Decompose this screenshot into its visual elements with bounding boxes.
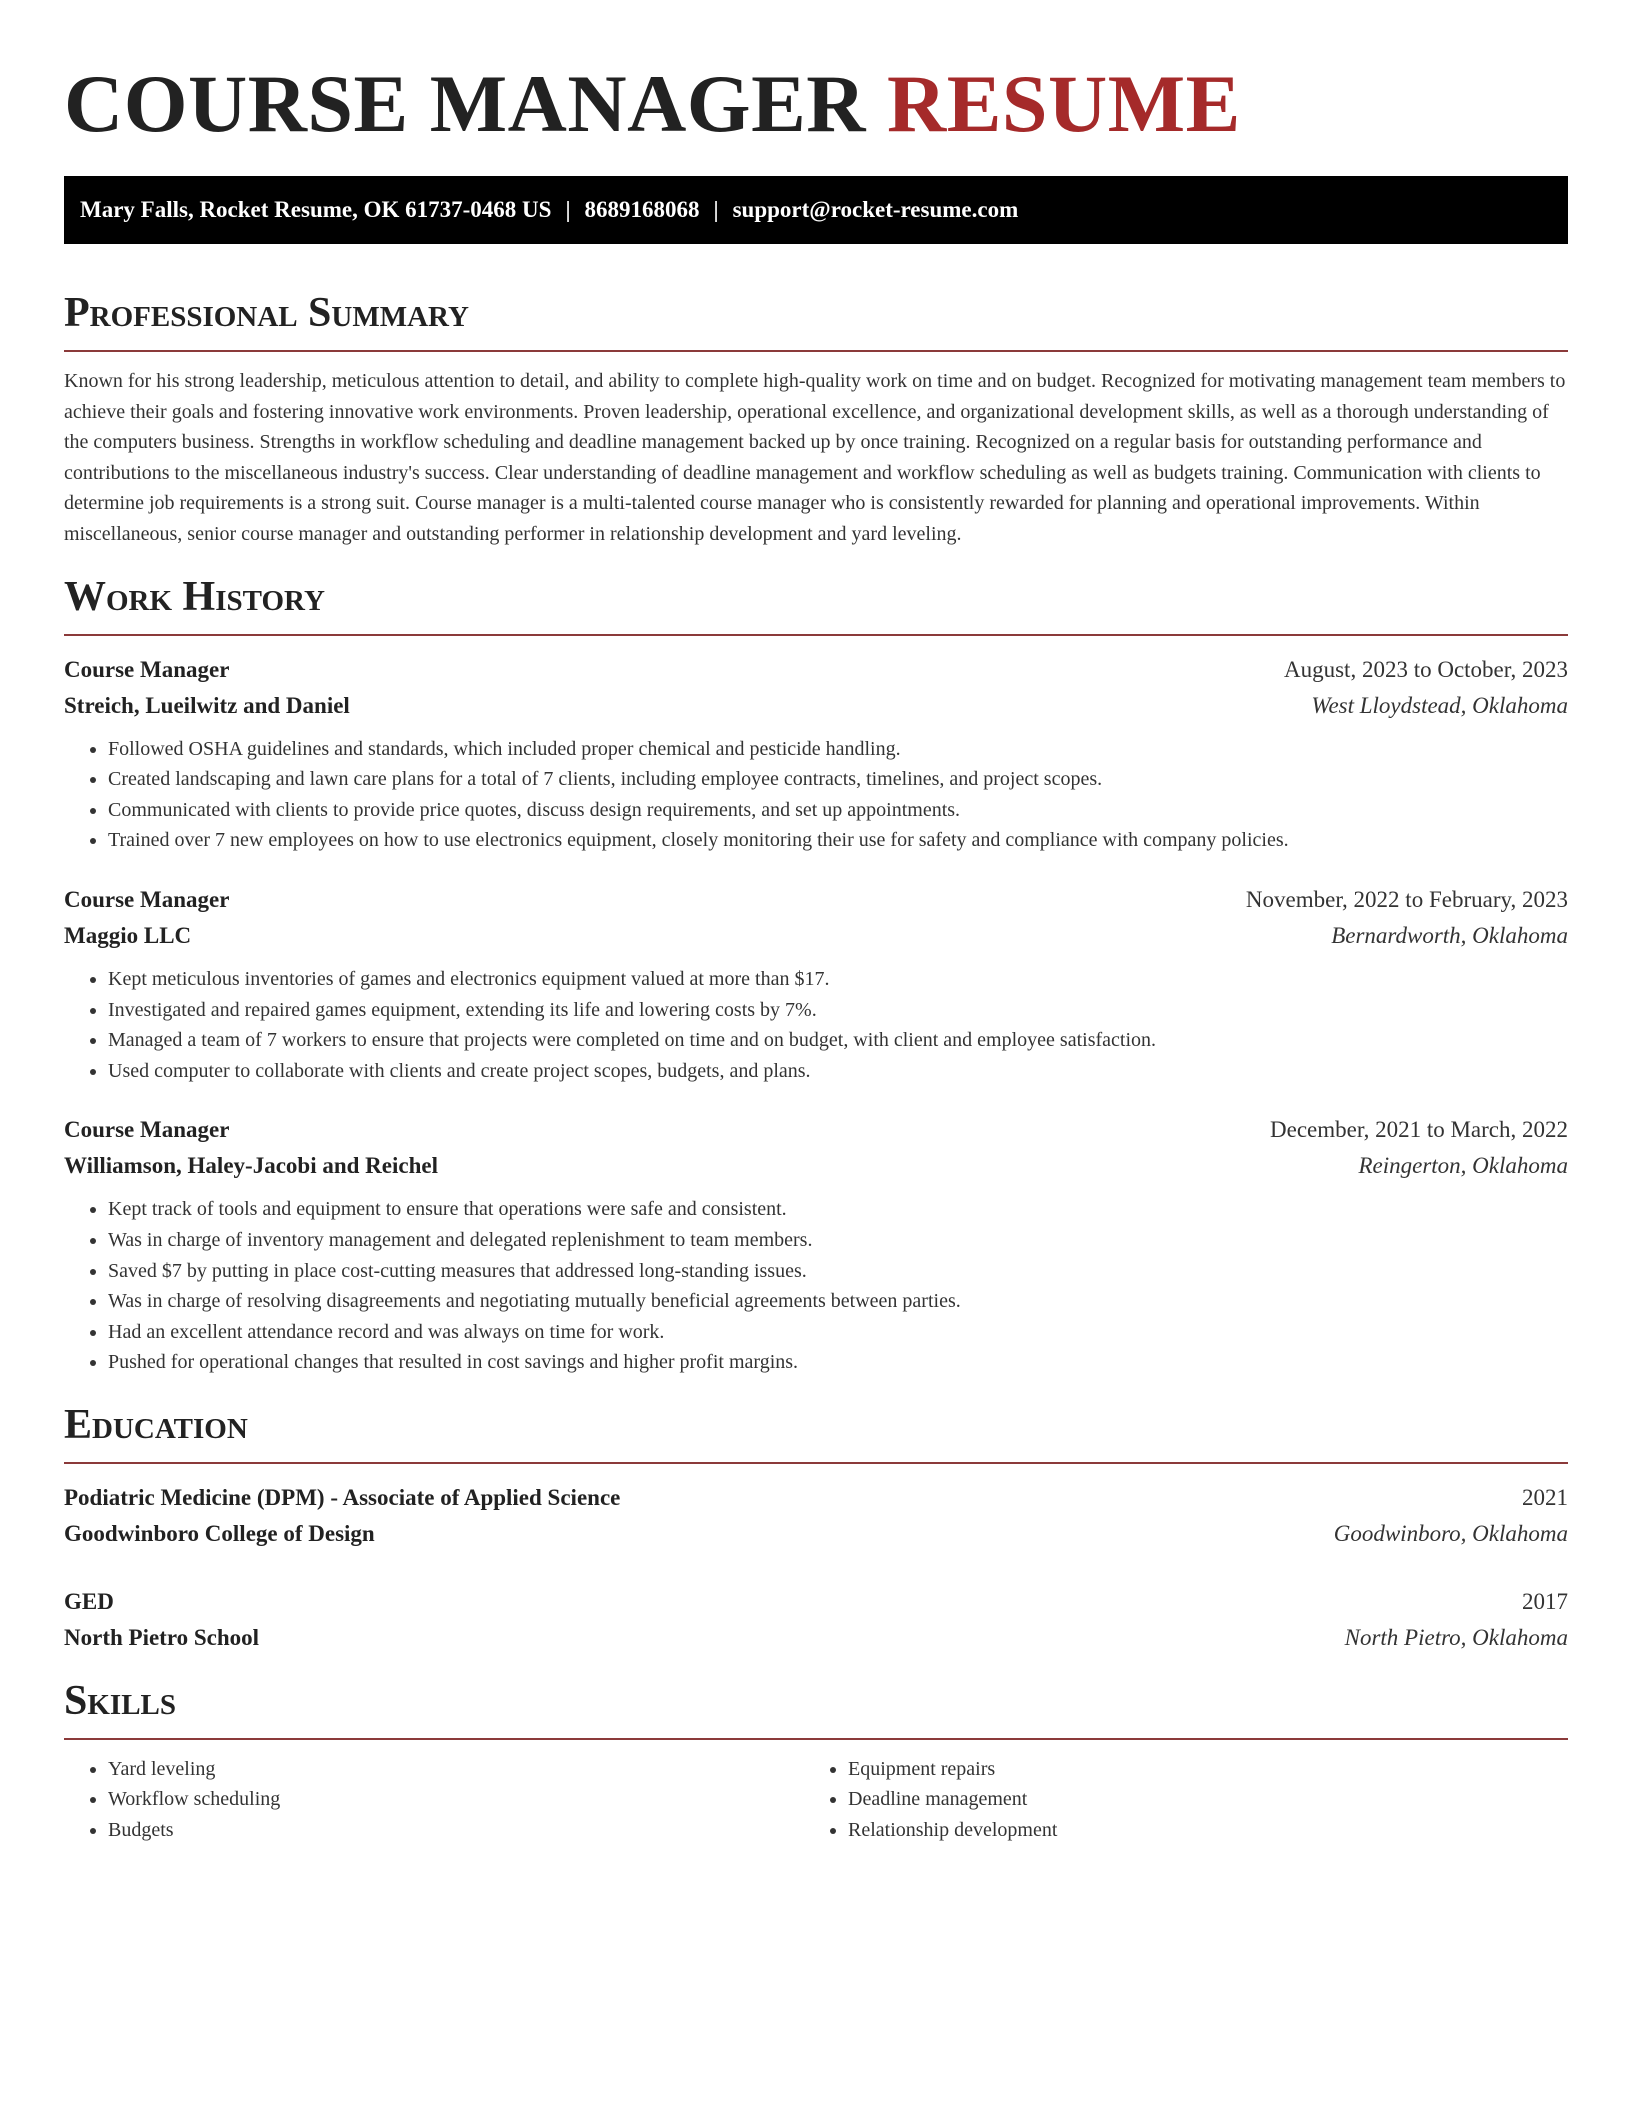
skills-list-right bbox=[804, 1754, 1544, 1846]
section-heading: Education bbox=[64, 1401, 248, 1448]
job-bullet: • Was in charge of resolving disagreements and negotiating mutually beneficial agreements between parties. bbox=[108, 1286, 1568, 1317]
job-bullet: • Investigated and repaired games equipment, extending its life and lowering costs by 7%. bbox=[108, 995, 1568, 1026]
job-bullet: • Was in charge of inventory management and delegated replenishment to team members. bbox=[108, 1225, 1568, 1256]
section-heading: Skills bbox=[64, 1677, 177, 1724]
job-bullet: • Trained over 7 new employees on how to use electronics equipment, closely monitoring their use for safety and compliance with company policies. bbox=[108, 825, 1568, 856]
job-entry bbox=[64, 652, 1568, 856]
job-dates: December, 2021 to March, 2022 bbox=[1270, 1117, 1568, 1143]
education-location: Goodwinboro, Oklahoma bbox=[1333, 1520, 1568, 1546]
job-title: Course Manager bbox=[64, 1117, 230, 1143]
resume-page bbox=[64, 0, 1568, 1846]
work-history-section bbox=[64, 572, 1568, 1378]
section-divider bbox=[64, 1462, 1568, 1464]
job-bullet: • Kept track of tools and equipment to ensure that operations were safe and consistent. bbox=[108, 1194, 1568, 1225]
summary-section bbox=[64, 288, 1568, 550]
title-accent: RESUME bbox=[886, 58, 1241, 149]
job-location: Bernardworth, Oklahoma bbox=[1331, 922, 1568, 948]
job-bullet: • Had an excellent attendance record and was always on time for work. bbox=[108, 1317, 1568, 1348]
education-entry bbox=[64, 1480, 1568, 1552]
contact-email[interactable]: support@rocket-resume.com bbox=[732, 197, 1019, 222]
section-heading: Work History bbox=[64, 573, 325, 620]
education-year: 2017 bbox=[1522, 1588, 1568, 1614]
contact-phone[interactable]: 8689168068 bbox=[584, 197, 700, 222]
job-title: Course Manager bbox=[64, 656, 230, 682]
job-company: Streich, Lueilwitz and Daniel bbox=[64, 692, 350, 718]
job-bullet: • Pushed for operational changes that resulted in cost savings and higher profit margins. bbox=[108, 1347, 1568, 1378]
skills-section bbox=[64, 1676, 1568, 1846]
job-entry bbox=[64, 1112, 1568, 1378]
education-degree: Podiatric Medicine (DPM) - Associate of Applied Science bbox=[64, 1484, 621, 1510]
job-bullet: • Managed a team of 7 workers to ensure that projects were completed on time and on budget, with client and employee satisfaction. bbox=[108, 1025, 1568, 1056]
section-divider bbox=[64, 1738, 1568, 1740]
contact-address: Mary Falls, Rocket Resume, OK 61737-0468 US bbox=[80, 197, 552, 222]
job-dates: August, 2023 to October, 2023 bbox=[1284, 656, 1568, 682]
summary-text: Known for his strong leadership, meticulous attention to detail, and ability to complete high-quality work on time and on budget. Recognized for motivating management team members to achieve their goals and fostering innovative work environments. Proven leadership, operational excellence, and organizational development skills, as well as a thorough understanding of the computers business. Strengths in workflow scheduling and deadline management backed up by once training. Recognized on a regular basis for outstanding performance and contributions to the miscellaneous industry's success. Clear understanding of deadline management and workflow scheduling as well as budgets training. Communication with clients to determine job requirements is a strong suit. Course manager is a multi-talented course manager who is consistently rewarded for planning and operational improvements. Within miscellaneous, senior course manager and outstanding performer in relationship development and yard leveling. bbox=[64, 370, 1566, 545]
contact-separator: | bbox=[713, 197, 719, 222]
education-section bbox=[64, 1400, 1568, 1656]
job-header-row bbox=[64, 1112, 1568, 1148]
skills-columns bbox=[64, 1754, 1568, 1846]
section-divider bbox=[64, 350, 1568, 352]
skill-item: • Relationship development bbox=[848, 1815, 1544, 1846]
skill-item: • Workflow scheduling bbox=[108, 1784, 804, 1815]
education-school-row bbox=[64, 1620, 1568, 1656]
job-dates: November, 2022 to February, 2023 bbox=[1245, 886, 1568, 912]
education-degree-row bbox=[64, 1584, 1568, 1620]
job-company: Williamson, Haley-Jacobi and Reichel bbox=[64, 1153, 438, 1179]
job-bullet: • Created landscaping and lawn care plans for a total of 7 clients, including employee contracts, timelines, and project scopes. bbox=[108, 764, 1568, 795]
job-bullet: • Used computer to collaborate with clients and create project scopes, budgets, and plans. bbox=[108, 1056, 1568, 1087]
job-location: Reingerton, Oklahoma bbox=[1358, 1153, 1568, 1179]
contact-separator: | bbox=[565, 197, 571, 222]
job-bullet: • Followed OSHA guidelines and standards, which included proper chemical and pesticide handling. bbox=[108, 734, 1568, 765]
skills-list-left bbox=[64, 1754, 804, 1846]
title-main: COURSE MANAGER bbox=[64, 58, 866, 149]
job-bullet: • Kept meticulous inventories of games and electronics equipment valued at more than $17. bbox=[108, 964, 1568, 995]
education-year: 2021 bbox=[1522, 1484, 1568, 1510]
education-entry bbox=[64, 1584, 1568, 1656]
skill-item: • Budgets bbox=[108, 1815, 804, 1846]
job-header-row bbox=[64, 652, 1568, 688]
job-bullet: • Saved $7 by putting in place cost-cutting measures that addressed long-standing issues. bbox=[108, 1256, 1568, 1287]
job-bullet-list bbox=[64, 1194, 1568, 1378]
page-title bbox=[64, 56, 1568, 152]
education-school: North Pietro School bbox=[64, 1624, 260, 1650]
education-school: Goodwinboro College of Design bbox=[64, 1520, 375, 1546]
contact-bar bbox=[64, 176, 1568, 244]
skill-item: • Equipment repairs bbox=[848, 1754, 1544, 1785]
job-company-row bbox=[64, 1148, 1568, 1184]
job-location: West Lloydstead, Oklahoma bbox=[1311, 692, 1568, 718]
job-bullet-list bbox=[64, 964, 1568, 1086]
job-bullet-list bbox=[64, 734, 1568, 856]
section-heading: Professional Summary bbox=[64, 290, 469, 336]
skill-item: • Yard leveling bbox=[108, 1754, 804, 1785]
job-company-row bbox=[64, 918, 1568, 954]
job-title: Course Manager bbox=[64, 886, 230, 912]
job-header-row bbox=[64, 882, 1568, 918]
job-entry bbox=[64, 882, 1568, 1086]
job-company-row bbox=[64, 688, 1568, 724]
job-bullet: • Communicated with clients to provide price quotes, discuss design requirements, and set up appointments. bbox=[108, 795, 1568, 826]
section-divider bbox=[64, 634, 1568, 636]
education-location: North Pietro, Oklahoma bbox=[1344, 1624, 1568, 1650]
education-degree-row bbox=[64, 1480, 1568, 1516]
education-degree: GED bbox=[64, 1588, 114, 1614]
skill-item: • Deadline management bbox=[848, 1784, 1544, 1815]
education-school-row bbox=[64, 1516, 1568, 1552]
job-company: Maggio LLC bbox=[64, 922, 192, 948]
